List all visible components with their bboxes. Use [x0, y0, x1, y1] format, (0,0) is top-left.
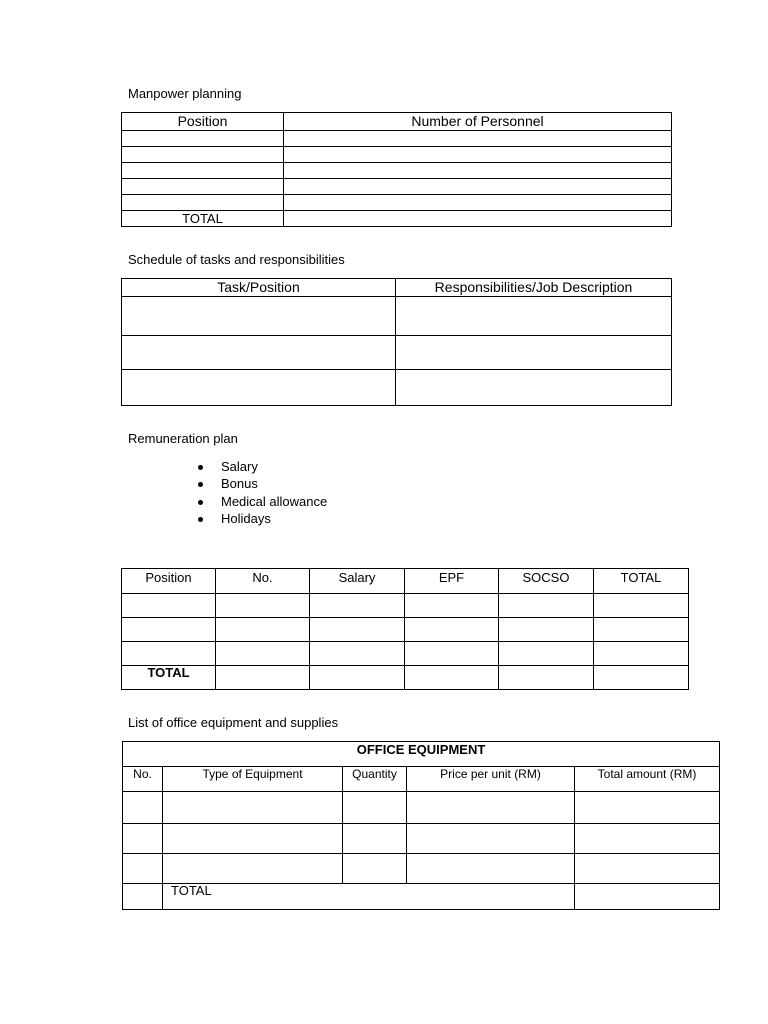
list-item: [196, 493, 327, 510]
table-row: [123, 824, 720, 854]
column-header-price-per-unit: Price per unit (RM): [407, 767, 575, 792]
list-item: [196, 475, 327, 492]
total-label: TOTAL: [163, 884, 575, 910]
column-header-type-of-equipment: Type of Equipment: [163, 767, 343, 792]
table-cell[interactable]: [499, 618, 594, 642]
bullet-icon: [198, 500, 203, 505]
table-header-row: [122, 279, 672, 297]
table-row: [122, 297, 672, 336]
table-cell[interactable]: [122, 618, 216, 642]
column-header-total-amount: Total amount (RM): [575, 767, 720, 792]
column-header-socso: SOCSO: [499, 569, 594, 594]
table-cell[interactable]: [594, 642, 689, 666]
table-cell[interactable]: [216, 618, 310, 642]
table-cell[interactable]: [343, 792, 407, 824]
schedule-heading: Schedule of tasks and responsibilities: [128, 252, 345, 267]
table-row: [122, 594, 689, 618]
table-cell[interactable]: [216, 642, 310, 666]
table-cell[interactable]: [396, 336, 672, 370]
total-label: TOTAL: [122, 211, 284, 227]
table-row: [122, 131, 672, 147]
table-header-row: [122, 569, 689, 594]
schedule-table: [121, 278, 672, 406]
total-row: [122, 211, 672, 227]
table-cell[interactable]: [405, 666, 499, 690]
table-row: [122, 618, 689, 642]
table-cell[interactable]: [284, 163, 672, 179]
table-header-row: [122, 113, 672, 131]
table-cell[interactable]: [575, 854, 720, 884]
table-cell[interactable]: [122, 642, 216, 666]
table-cell[interactable]: [163, 824, 343, 854]
table-cell[interactable]: [284, 147, 672, 163]
remuneration-table: [121, 568, 689, 690]
column-header-task-position: Task/Position: [122, 279, 396, 297]
total-value-cell[interactable]: [575, 884, 720, 910]
table-cell[interactable]: [407, 792, 575, 824]
table-cell[interactable]: [122, 195, 284, 211]
table-cell[interactable]: [216, 666, 310, 690]
column-header-epf: EPF: [405, 569, 499, 594]
manpower-table: [121, 112, 672, 227]
table-row: [122, 195, 672, 211]
bullet-icon: [198, 465, 203, 470]
table-cell[interactable]: [405, 618, 499, 642]
table-cell[interactable]: [499, 666, 594, 690]
table-cell[interactable]: [122, 370, 396, 406]
table-cell[interactable]: [575, 824, 720, 854]
table-row: [122, 336, 672, 370]
table-cell[interactable]: [216, 594, 310, 618]
table-row: [123, 854, 720, 884]
table-row: [122, 163, 672, 179]
table-cell[interactable]: [343, 824, 407, 854]
table-cell[interactable]: [405, 642, 499, 666]
equipment-heading: List of office equipment and supplies: [128, 715, 339, 730]
table-cell[interactable]: [407, 854, 575, 884]
table-cell[interactable]: [163, 792, 343, 824]
table-cell[interactable]: [594, 594, 689, 618]
table-cell[interactable]: [343, 854, 407, 884]
table-row: [122, 179, 672, 195]
table-cell[interactable]: [122, 336, 396, 370]
column-header-position: Position: [122, 569, 216, 594]
table-cell[interactable]: [405, 594, 499, 618]
column-header-number-of-personnel: Number of Personnel: [284, 113, 672, 131]
remuneration-list: [196, 458, 327, 527]
table-title: OFFICE EQUIPMENT: [123, 742, 720, 767]
list-item-label: Bonus: [221, 476, 258, 492]
table-cell[interactable]: [284, 195, 672, 211]
total-label: TOTAL: [122, 666, 216, 690]
bullet-icon: [198, 517, 203, 522]
table-cell[interactable]: [123, 792, 163, 824]
manpower-heading: Manpower planning: [128, 86, 242, 101]
table-cell[interactable]: [122, 179, 284, 195]
column-header-position: Position: [122, 113, 284, 131]
table-cell[interactable]: [122, 594, 216, 618]
table-header-row: [123, 767, 720, 792]
list-item-label: Salary: [221, 459, 258, 474]
table-cell[interactable]: [310, 618, 405, 642]
total-row: [123, 884, 720, 910]
bullet-icon: [198, 482, 203, 487]
table-cell[interactable]: [407, 824, 575, 854]
table-cell[interactable]: [122, 163, 284, 179]
table-cell[interactable]: [163, 854, 343, 884]
table-cell[interactable]: [284, 179, 672, 195]
column-header-no: No.: [123, 767, 163, 792]
table-cell[interactable]: [499, 594, 594, 618]
table-cell[interactable]: [123, 824, 163, 854]
column-header-salary: Salary: [310, 569, 405, 594]
table-title-row: [123, 742, 720, 767]
table-cell[interactable]: [122, 147, 284, 163]
list-item: [196, 510, 327, 527]
list-item-label: Holidays: [221, 510, 271, 526]
table-row: [122, 370, 672, 406]
table-cell[interactable]: [499, 642, 594, 666]
list-item-label: Medical allowance: [221, 493, 328, 509]
column-header-total: TOTAL: [594, 569, 689, 594]
table-cell[interactable]: [396, 370, 672, 406]
table-cell[interactable]: [122, 297, 396, 336]
table-cell[interactable]: [594, 618, 689, 642]
office-equipment-table: [122, 741, 720, 910]
column-header-quantity: Quantity: [343, 767, 407, 792]
table-cell[interactable]: [396, 297, 672, 336]
table-row: [122, 147, 672, 163]
table-cell[interactable]: [310, 594, 405, 618]
table-cell[interactable]: [122, 131, 284, 147]
table-cell[interactable]: [123, 884, 163, 910]
column-header-no: No.: [216, 569, 310, 594]
table-cell[interactable]: [123, 854, 163, 884]
table-cell[interactable]: [310, 666, 405, 690]
total-value-cell[interactable]: [284, 211, 672, 227]
table-cell[interactable]: [575, 792, 720, 824]
table-row: [122, 642, 689, 666]
table-cell[interactable]: [594, 666, 689, 690]
table-cell[interactable]: [310, 642, 405, 666]
table-cell[interactable]: [284, 131, 672, 147]
column-header-responsibilities: Responsibilities/Job Description: [396, 279, 672, 297]
table-row: [123, 792, 720, 824]
remuneration-heading: Remuneration plan: [128, 431, 238, 446]
total-row: [122, 666, 689, 690]
list-item: [196, 458, 327, 475]
